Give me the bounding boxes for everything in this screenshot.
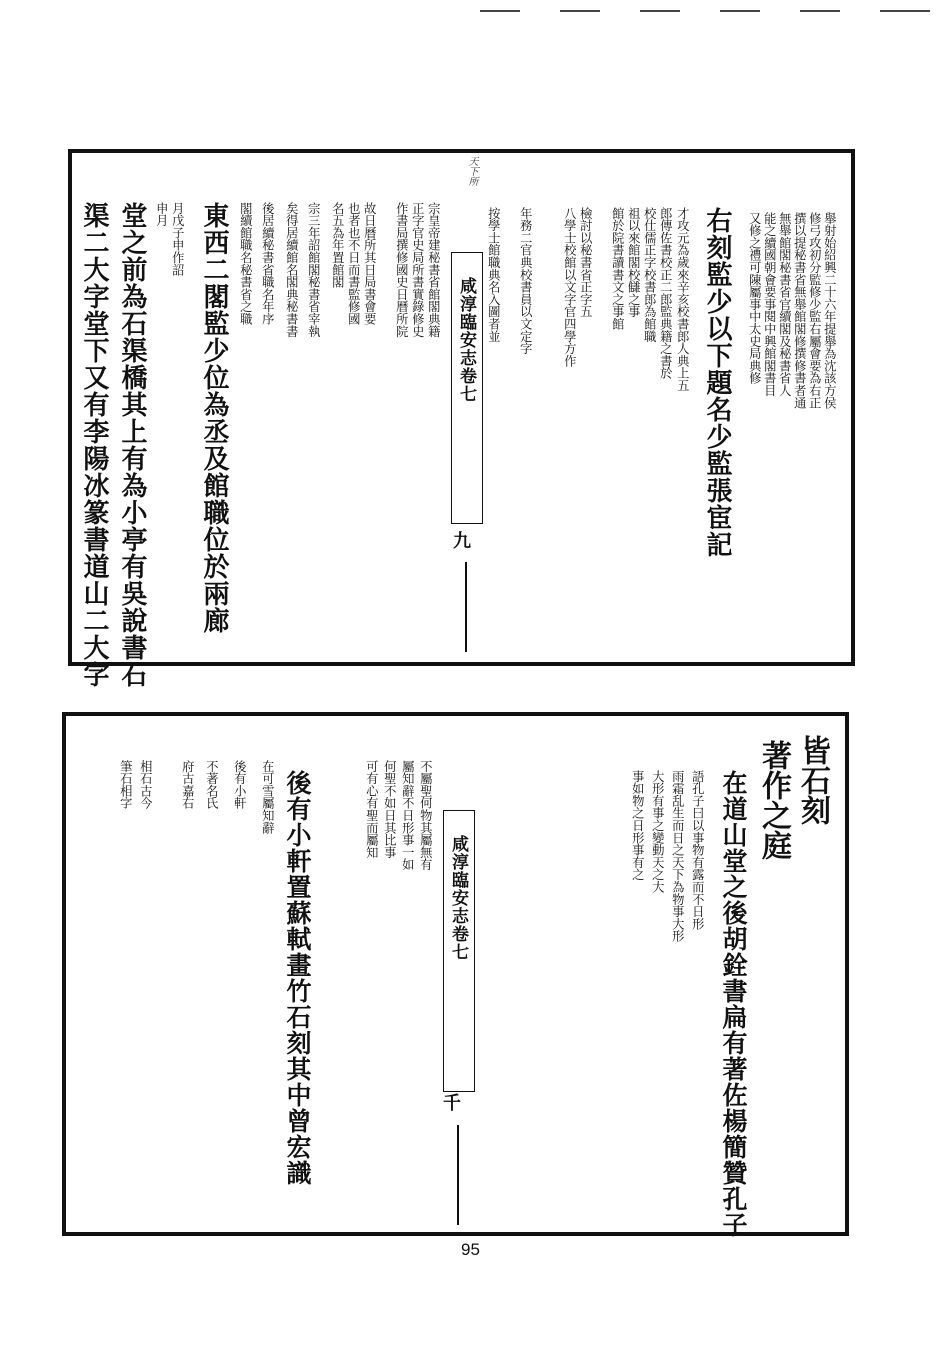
text-column: 事如物之日形事有之	[630, 770, 645, 881]
top-rule	[480, 10, 520, 12]
text-column: 申月	[154, 202, 169, 227]
text-column: 又修之禮可陳屬事中太史局典修	[747, 212, 762, 385]
fish-rule	[465, 562, 467, 652]
text-column: 校仕儒正字校書郎為館職	[642, 207, 657, 343]
page-panel-bottom	[62, 712, 849, 1236]
fishtail-title: 咸淳臨安志卷七	[456, 277, 476, 403]
text-column: 郎傳佐書校正二郎監典籍之書於	[658, 207, 673, 380]
text-column: 不屬聖何物其屬無有	[418, 760, 433, 871]
main-text-column: 後有小軒置蘇軾畫竹石刻其中曾宏識	[283, 770, 312, 1186]
text-column: 按學士館職典名入圖者並	[486, 207, 501, 343]
text-column: 閣續館職名秘書省之職	[238, 202, 253, 325]
text-column: 檢討以秘書省正字五	[578, 207, 593, 318]
margin-note: 天下所	[466, 156, 477, 186]
text-column: 舉射始紹興二十六年提舉為沈該方侯	[822, 212, 837, 409]
text-column: 府古嘉右	[180, 760, 195, 810]
text-column: 作書局撰修國史日曆所院	[394, 202, 409, 338]
text-column: 撰以提秘書省無舉館閣修撰修書者通	[792, 212, 807, 409]
text-column: 名五為年置館閣	[330, 202, 345, 289]
text-column: 屬知辭不日形事一如	[400, 760, 415, 871]
text-column: 大形有事之變動天之大	[650, 770, 665, 893]
text-column: 八學士校館以文字官四學方作	[562, 207, 577, 367]
leaf-number: 九	[453, 531, 471, 552]
text-column: 館於院書讀書文之事館	[610, 207, 625, 330]
text-column: 才攻元為歲來辛亥校書郎人典上五	[675, 207, 690, 392]
text-column: 可有心有聖而屬知	[364, 760, 379, 859]
top-rule	[880, 10, 930, 12]
text-column: 也者也不日而書監修國	[346, 202, 361, 325]
main-text-column: 渠二大字堂下又有李陽冰篆書道山二大字	[79, 202, 109, 688]
text-column: 修弓攻初分監修少監右屬會要為右正	[807, 212, 822, 409]
main-text-column: 東西二閣監少位為丞及館職位於兩廊	[199, 202, 229, 634]
fishtail-title: 咸淳臨安志卷七	[448, 835, 468, 961]
text-column: 後居續秘書省職名年序	[260, 202, 275, 325]
text-column: 宗三年詔館閣秘書省宰執	[306, 202, 321, 338]
page-number: 95	[461, 1240, 480, 1259]
text-column: 相石古今	[138, 760, 153, 810]
top-rule	[720, 10, 760, 12]
text-column: 筆石相字	[118, 760, 133, 810]
text-column: 後有小軒	[232, 760, 247, 810]
text-column: 月戊子申作詔	[170, 202, 185, 276]
text-column: 宗皇帝建秘書省館閣典籍	[426, 202, 441, 338]
top-rule	[640, 10, 680, 12]
text-column: 祖以來館閣校讎之事	[626, 207, 641, 318]
text-column: 年務二官典校書員以文定字	[518, 207, 533, 355]
top-rule	[560, 10, 600, 12]
text-column: 語孔子曰以事物有露而不日形	[690, 770, 705, 930]
text-column: 何聖不如日其比事	[382, 760, 397, 859]
main-text-column: 右刻監少以下題名少監張宦記	[702, 207, 732, 558]
main-text-column: 堂之前為石渠橋其上有為小亭有吳說書石	[117, 202, 147, 688]
main-text-column: 在道山堂之後胡銓書扁有著佐楊簡贊孔子	[719, 770, 748, 1238]
leaf-number: 千	[443, 1093, 461, 1114]
text-column: 正字官史局所書實錄修史	[410, 202, 425, 338]
text-column: 矣得居續館名閣典秘書書	[284, 202, 299, 338]
fish-rule	[457, 1125, 459, 1225]
section-heading: 著作之庭	[756, 740, 791, 860]
text-column: 不著名氏	[204, 760, 219, 810]
text-column: 在可雪屬知辭	[260, 760, 275, 834]
text-column: 無舉館閣秘書省官續閣及秘書省人	[777, 212, 792, 397]
top-rule	[800, 10, 840, 12]
text-column: 能之續國朝會要事閱中興館閣書目	[762, 212, 777, 397]
text-column: 故日曆所其日局書會要	[362, 202, 377, 325]
section-heading-small: 皆石刻	[795, 735, 830, 825]
text-column: 雨霜乱生而日之天下為物事大形	[670, 770, 685, 943]
page-panel-top	[68, 149, 855, 688]
